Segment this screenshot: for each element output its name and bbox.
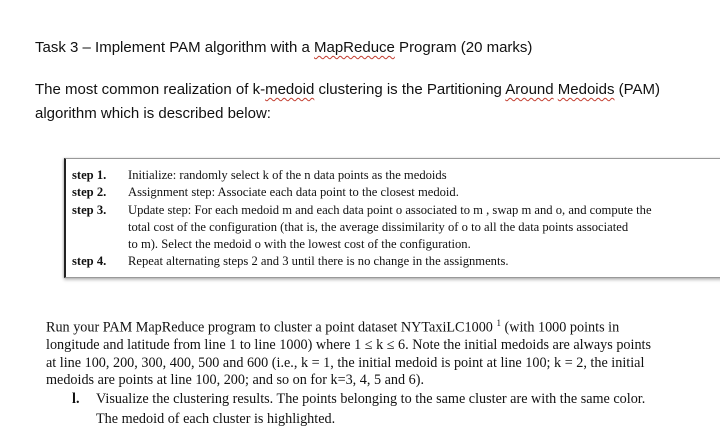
task-title-suffix: Program (20 marks) (394, 39, 533, 56)
step-number: step 3. (72, 203, 107, 217)
instructions-line-4: medoids are points at line 100, 200; and so on for k=3, 4, 5 and 6). (46, 372, 424, 389)
step-number: step 1. (72, 168, 107, 182)
bullet-line-2: The medoid of each cluster is highlighted. (96, 411, 336, 427)
bullet-text: Visualize the clustering results. The points belonging to the same cluster are with the same color. (96, 391, 646, 407)
instructions-text: Run your PAM MapReduce program to cluster a point dataset NYTaxiLC1000 (46, 319, 497, 336)
step-text: Update step: For each medoid m and each data point o associated to m , swap m and o, and compute the (128, 203, 652, 217)
intro-text: (PAM) (614, 81, 661, 98)
intro-line-2: algorithm which is described below: (35, 105, 271, 122)
step-number: step 4. (72, 254, 107, 268)
footnote-marker: 1 (496, 318, 501, 328)
algorithm-step-4 (72, 254, 509, 269)
spellcheck-word-mapreduce: MapReduce (314, 39, 395, 56)
intro-text: The most common realization of k- (35, 81, 266, 98)
algorithm-step-3 (72, 203, 652, 218)
bullet-item (72, 389, 645, 429)
bullet-line-1 (72, 389, 645, 409)
bullet-marker: l. (72, 391, 80, 407)
step-text: Repeat alternating steps 2 and 3 until there is no change in the assignments. (128, 254, 509, 268)
intro-text: clustering is the Partitioning (314, 81, 506, 98)
step-number: step 2. (72, 185, 107, 199)
instructions-line-1 (46, 315, 720, 337)
algorithm-steps-box (64, 158, 720, 278)
step-text: Assignment step: Associate each data point to the closest medoid. (128, 185, 459, 199)
instructions-text: (with 1000 points in (500, 319, 620, 336)
spellcheck-word-around: Around (505, 81, 554, 98)
spellcheck-word-medoid: medoid (265, 81, 315, 98)
instructions-line-2: longitude and latitude from line 1 to line 1000) where 1 ≤ k ≤ 6. Note the initial medoids are always points (46, 337, 652, 354)
intro-line-1 (35, 78, 720, 102)
algorithm-step-3-continuation: total cost of the configuration (that is, the average dissimilarity of o to all the data points associated (128, 220, 629, 234)
algorithm-step-2 (72, 185, 459, 200)
algorithm-step-3-continuation: to m). Select the medoid o with the lowest cost of the configuration. (128, 237, 471, 251)
spellcheck-word-medoids: Medoids (557, 81, 615, 98)
algorithm-step-1 (72, 168, 447, 183)
intro-paragraph (35, 78, 720, 126)
step-text: Initialize: randomly select k of the n data points as the medoids (128, 168, 447, 182)
task-title (35, 39, 532, 56)
instructions-paragraph (46, 315, 720, 390)
instructions-line-3: at line 100, 200, 300, 400, 500 and 600 (i.e., k = 1, the initial medoid is point at line 100; k = 2, the initial (46, 354, 645, 371)
task-title-prefix: Task 3 – Implement PAM algorithm with a (35, 39, 314, 56)
